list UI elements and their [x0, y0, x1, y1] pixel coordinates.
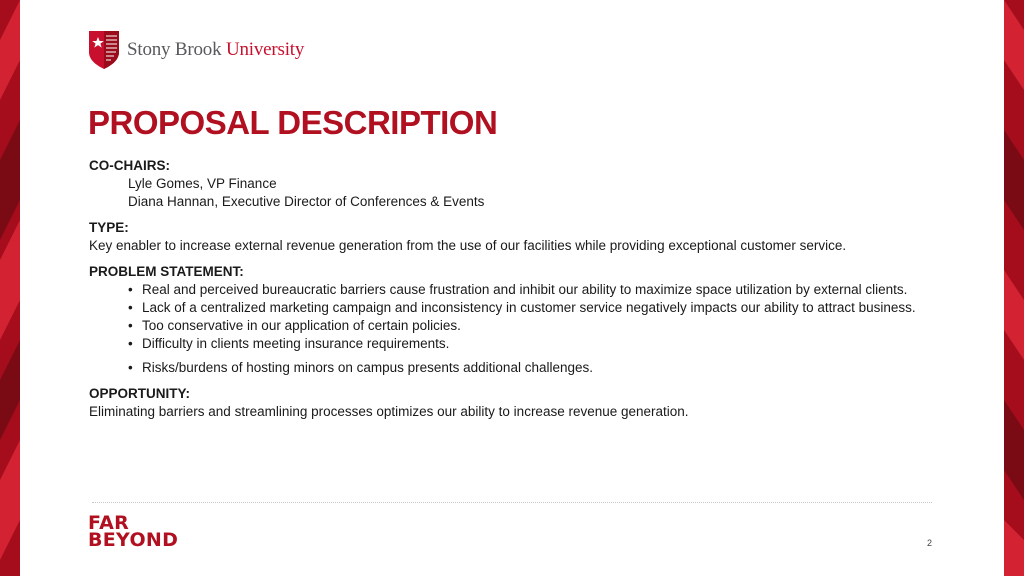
type-heading: TYPE:	[89, 220, 129, 235]
right-decorative-stripes	[1004, 0, 1024, 576]
co-chairs-heading: CO-CHAIRS:	[89, 158, 170, 173]
university-logo	[88, 30, 304, 70]
footer-divider	[92, 502, 932, 503]
opportunity-text: Eliminating barriers and streamlining processes optimizes our ability to increase revenue generation.	[89, 404, 689, 419]
far-beyond-logo	[88, 512, 179, 551]
problem-heading: PROBLEM STATEMENT:	[89, 264, 244, 279]
problem-item: • Real and perceived bureaucratic barriers cause frustration and inhibit our ability to maximize space utilization by external clients.	[142, 281, 969, 299]
type-text: Key enabler to increase external revenue generation from the use of our facilities while providing exceptional customer service.	[89, 238, 847, 253]
logo-wordmark	[127, 39, 304, 61]
page-title: PROPOSAL DESCRIPTION	[88, 104, 498, 141]
logo-name-part1: Stony Brook	[127, 39, 222, 60]
co-chair-1: Lyle Gomes, VP Finance	[128, 176, 277, 191]
logo-name-part2: University	[225, 39, 305, 60]
proposal-content	[89, 157, 969, 421]
problem-item: • Too conservative in our application of certain policies.	[142, 317, 969, 335]
far-beyond-line1: FAR	[88, 512, 130, 534]
problem-item: • Difficulty in clients meeting insurance requirements.	[142, 335, 969, 353]
problem-item: • Lack of a centralized marketing campaign and inconsistency in customer service negatively impacts our ability to attract business.	[142, 299, 969, 317]
problem-list	[89, 281, 969, 377]
left-decorative-stripes	[0, 0, 20, 576]
far-beyond-line2: BEYOND	[88, 529, 179, 551]
co-chair-2: Diana Hannan, Executive Director of Conferences & Events	[128, 194, 485, 209]
star-shield-icon	[88, 30, 120, 70]
slide	[20, 0, 1004, 576]
page-number: 2	[927, 538, 933, 548]
opportunity-heading: OPPORTUNITY:	[89, 386, 190, 401]
problem-item: • Risks/burdens of hosting minors on campus presents additional challenges.	[142, 359, 969, 377]
